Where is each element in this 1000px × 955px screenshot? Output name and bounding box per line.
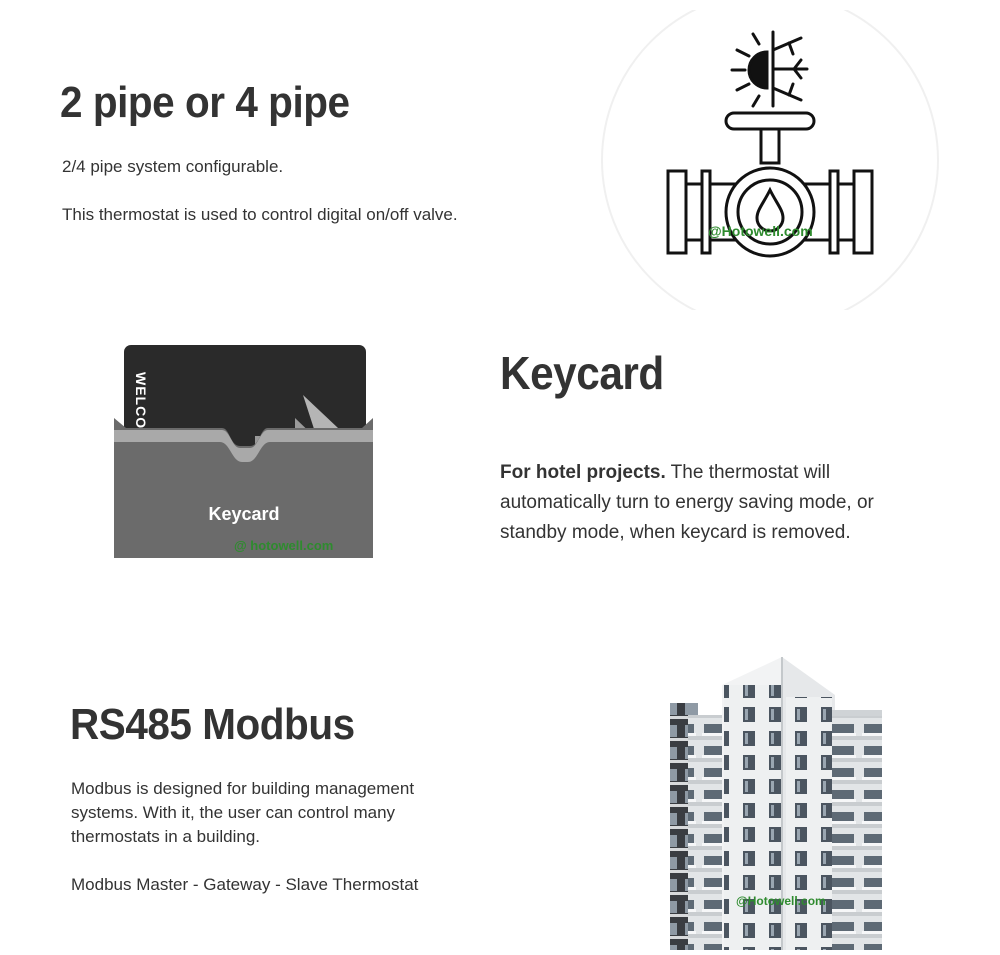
building-photo — [660, 655, 920, 950]
card-label: Keycard — [208, 504, 280, 524]
heat-cool-icon — [732, 32, 807, 106]
keycard-title: Keycard — [500, 347, 664, 399]
keycard-icon — [110, 340, 380, 560]
pipe-title: 2 pipe or 4 pipe — [60, 78, 350, 127]
building-icon — [660, 655, 920, 950]
pipe-line-1: 2/4 pipe system configurable. — [62, 157, 284, 176]
keycard-watermark: @ hotowell.com — [234, 538, 334, 553]
modbus-title: RS485 Modbus — [70, 700, 355, 749]
valve-icon — [595, 10, 945, 310]
pipe-watermark: @Hotowell.com — [708, 223, 813, 239]
modbus-section — [0, 640, 1000, 950]
valve-illustration — [595, 10, 945, 310]
keycard-illustration — [110, 340, 380, 560]
pipe-section — [0, 0, 1000, 310]
keycard-desc-rest: The thermostat will automatically turn to energy saving mode, or standby mode, when keycard is removed. — [500, 462, 874, 543]
keycard-desc-bold: For hotel projects. — [500, 462, 666, 483]
pipe-line-2: This thermostat is used to control digital on/off valve. — [62, 205, 458, 224]
keycard-section — [0, 320, 1000, 590]
keycard-description — [500, 458, 920, 548]
modbus-watermark: @Hotowell.com — [736, 894, 826, 908]
modbus-line-2: Modbus Master - Gateway - Slave Thermostat — [71, 875, 419, 894]
card-brand: WELCO — [133, 372, 149, 430]
modbus-line-1: Modbus is designed for building management systems. With it, the user can control many thermostats in a building. — [71, 779, 415, 846]
